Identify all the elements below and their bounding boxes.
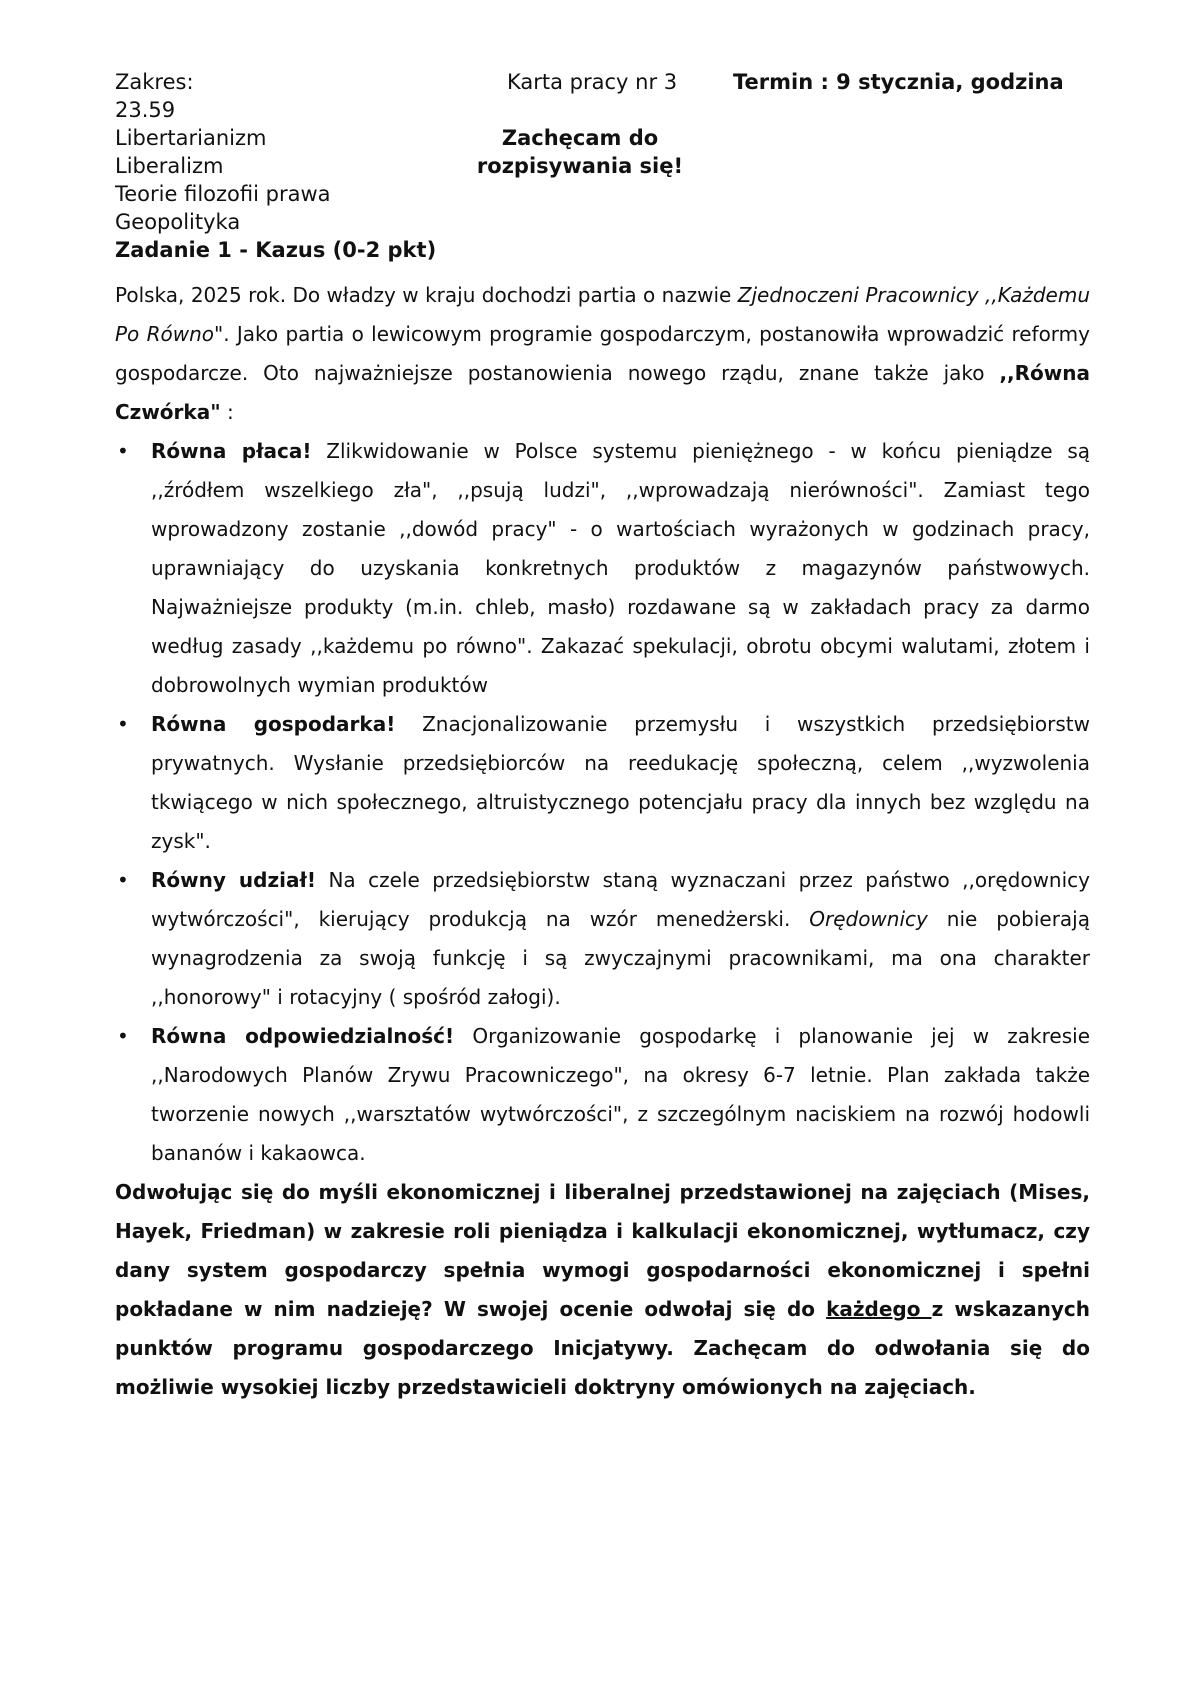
program-point <box>115 432 1090 705</box>
scope-label: Zakres: <box>115 70 194 94</box>
bullet-icon: • <box>117 1024 129 1048</box>
topic-item: Liberalizm <box>115 154 224 178</box>
topic-item: Geopolityka <box>115 210 241 234</box>
topic-item: Libertarianizm <box>115 126 267 150</box>
question-text: z wskazanych punktów programu gospodarczego Inicjatywy. Zachęcam do odwołania się do możliwie wysokiej liczby przedstawicieli doktryny omówionych na zajęciach. <box>115 1297 1090 1399</box>
deadline-time: 23.59 <box>115 98 176 122</box>
bullet-icon: • <box>117 868 129 892</box>
worksheet-number: Karta pracy nr 3 <box>507 70 678 94</box>
program-point <box>115 705 1090 861</box>
point-text: Organizowanie gospodarkę i planowanie jej w zakresie ,,Narodowych Planów Zrywu Pracowniczego", na okresy 6-7 letnie. Plan zakłada także tworzenie nowych ,,warsztatów wytwórczości", z szczególnym naciskiem na rozwój hodowli bananów i kakaowca. <box>151 1024 1090 1165</box>
topic-item: Teorie filozofii prawa <box>115 182 331 206</box>
point-title: Równa płaca! <box>151 439 312 463</box>
encouragement-line: Zachęcam do <box>501 126 659 150</box>
point-text: Zlikwidowanie w Polsce systemu pieniężnego - w końcu pieniądze są ,,źródłem wszelkiego zła", ,,psują ludzi", ,,wprowadzają nierówności". Zamiast tego wprowadzony zostanie ,,dowód pracy" - o wartościach wyrażonych w godzinach pracy, uprawniający do uzyskania konkretnych produktów z magazynów państwowych. Najważniejsze produkty (m.in. chleb, masło) rozdawane są w zakładach pracy za darmo według zasady ,,każdemu po równo". Zakazać spekulacji, obrotu obcymi walutami, złotem i dobrowolnych wymian produktów <box>151 439 1090 697</box>
question-text: Odwołując się do myśli ekonomicznej i liberalnej przedstawionej na zajęciach (Mises, Hayek, Friedman) w zakresie roli pieniądza i kalkulacji ekonomicznej, wytłumacz, czy dany system gospodarczy spełnia wymogi gospodarności ekonomicznej i spełni pokładane w nim nadzieję? W swojej ocenie odwołaj się do <box>115 1180 1090 1321</box>
program-point <box>115 1017 1090 1173</box>
point-title: Równa gospodarka! <box>151 712 396 736</box>
program-name: ,,Równa Czwórka" <box>115 361 1090 424</box>
bullet-icon: • <box>117 712 129 736</box>
encouragement-note <box>455 124 705 180</box>
point-text: nie pobierają wynagrodzenia za swoją funkcję i są zwyczajnymi pracownikami, ma ona charakter ,,honorowy" i rotacyjny ( spośród załogi). <box>151 907 1090 1009</box>
program-point <box>115 861 1090 1017</box>
intro-text: Polska, 2025 rok. Do władzy w kraju dochodzi partia o nazwie <box>115 283 738 307</box>
case-intro <box>115 276 1090 432</box>
intro-text: : <box>220 400 234 424</box>
program-points-list <box>115 432 1090 1173</box>
point-title: Równy udział! <box>151 868 317 892</box>
question-underlined: każdego <box>826 1297 932 1321</box>
point-italic: Orędownicy <box>809 907 928 931</box>
deadline-label: Termin : 9 stycznia, godzina <box>733 70 1064 94</box>
bullet-icon: • <box>117 439 129 463</box>
worksheet-page <box>115 68 1090 1407</box>
intro-text: . Jako partia o lewicowym programie gospodarczym, postanowiła wprowadzić reformy gospodarcze. Oto najważniejsze postanowienia nowego rządu, znane także jako <box>115 322 1090 385</box>
point-text: Na czele przedsiębiorstw staną wyznaczani przez państwo ,,orędownicy wytwórczości", kierujący produkcją na wzór menedżerski. <box>151 868 1090 931</box>
party-name: Zjednoczeni Pracownicy ,,Każdemu Po Równo" <box>115 283 1091 346</box>
worksheet-header <box>115 68 1090 276</box>
task-question <box>115 1173 1090 1407</box>
task-title: Zadanie 1 - Kazus (0-2 pkt) <box>115 238 437 262</box>
encouragement-line: rozpisywania się! <box>476 154 684 178</box>
point-title: Równa odpowiedzialność! <box>151 1024 455 1048</box>
point-text: Znacjonalizowanie przemysłu i wszystkich przedsiębiorstw prywatnych. Wysłanie przedsiębiorców na reedukację społeczną, celem ,,wyzwolenia tkwiącego w nich społecznego, altruistycznego potencjału pracy dla innych bez względu na zysk". <box>151 712 1090 853</box>
